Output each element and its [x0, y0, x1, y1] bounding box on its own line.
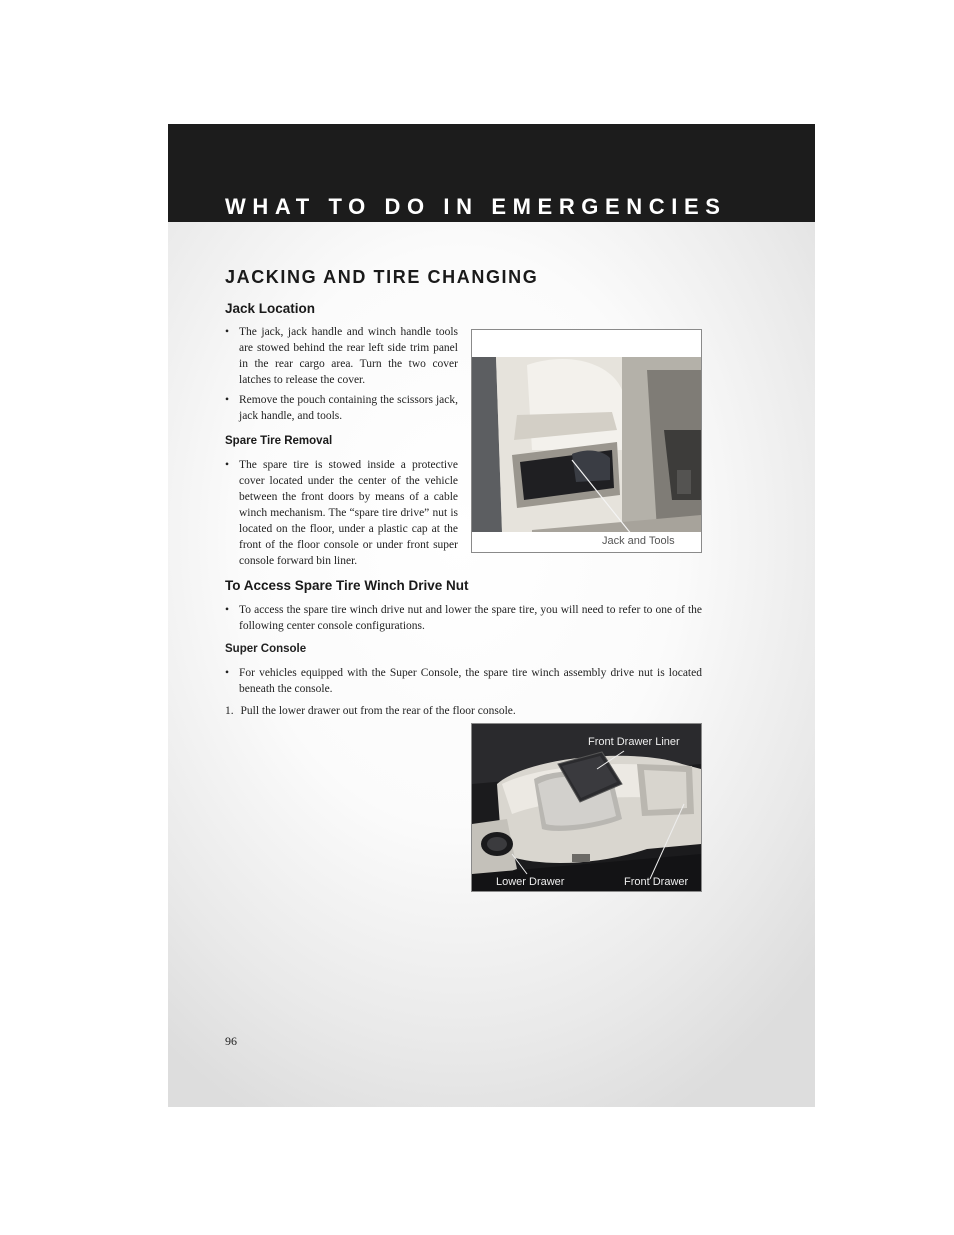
access-winch-bullet-1 — [225, 602, 702, 634]
super-console-step-1 — [225, 703, 516, 719]
jack-location-heading: Jack Location — [225, 301, 316, 316]
jack-location-bullet-2 — [225, 392, 458, 424]
bullet-marker: • — [225, 326, 230, 338]
jack-and-tools-caption: Jack and Tools — [602, 535, 675, 547]
super-console-bullet-1-text: For vehicles equipped with the Super Console, the spare tire winch assembly drive nut is located beneath the console. — [239, 667, 702, 695]
bullet-marker: • — [225, 394, 230, 406]
chapter-header-bar — [168, 124, 815, 222]
console-drawers-figure — [471, 723, 702, 892]
super-console-bullet-1 — [225, 665, 702, 697]
spare-tire-removal-bullet-1-text: The spare tire is stowed inside a protective cover located under the center of the vehicle between the front doors by means of a cable winch mechanism. The “spare tire drive” nut is located on the floor, under a plastic cap at the front of the floor console or under front super console forward bin liner. — [239, 459, 458, 567]
bullet-marker: • — [225, 604, 230, 616]
front-drawer-liner-label: Front Drawer Liner — [588, 736, 680, 748]
section-title: JACKING AND TIRE CHANGING — [225, 267, 539, 287]
bullet-marker: • — [225, 459, 230, 471]
spare-tire-removal-heading: Spare Tire Removal — [225, 435, 333, 447]
page-number: 96 — [225, 1034, 237, 1048]
spare-tire-removal-bullet-1 — [225, 457, 458, 569]
console-drawers-illustration — [472, 724, 701, 891]
manual-page — [168, 124, 815, 1107]
step-text: Pull the lower drawer out from the rear of the floor console. — [240, 705, 516, 717]
bullet-marker: • — [225, 667, 230, 679]
chapter-title: WHAT TO DO IN EMERGENCIES — [225, 194, 727, 219]
access-winch-heading: To Access Spare Tire Winch Drive Nut — [225, 578, 469, 593]
jack-and-tools-figure — [471, 329, 702, 553]
lower-drawer-label: Lower Drawer — [496, 876, 565, 888]
jack-location-bullet-1-text: The jack, jack handle and winch handle tools are stowed behind the rear left side trim panel in the rear cargo area. Turn the two cover latches to release the cover. — [239, 326, 458, 386]
jack-location-bullet-2-text: Remove the pouch containing the scissors jack, jack handle, and tools. — [239, 394, 458, 422]
super-console-heading: Super Console — [225, 643, 307, 655]
jack-location-bullet-1 — [225, 324, 458, 388]
access-winch-bullet-1-text: To access the spare tire winch drive nut and lower the spare tire, you will need to refer to one of the following center console configurations. — [239, 604, 702, 632]
front-drawer-label: Front Drawer — [624, 876, 689, 888]
step-number: 1. — [225, 705, 234, 717]
jack-and-tools-illustration — [472, 330, 701, 552]
